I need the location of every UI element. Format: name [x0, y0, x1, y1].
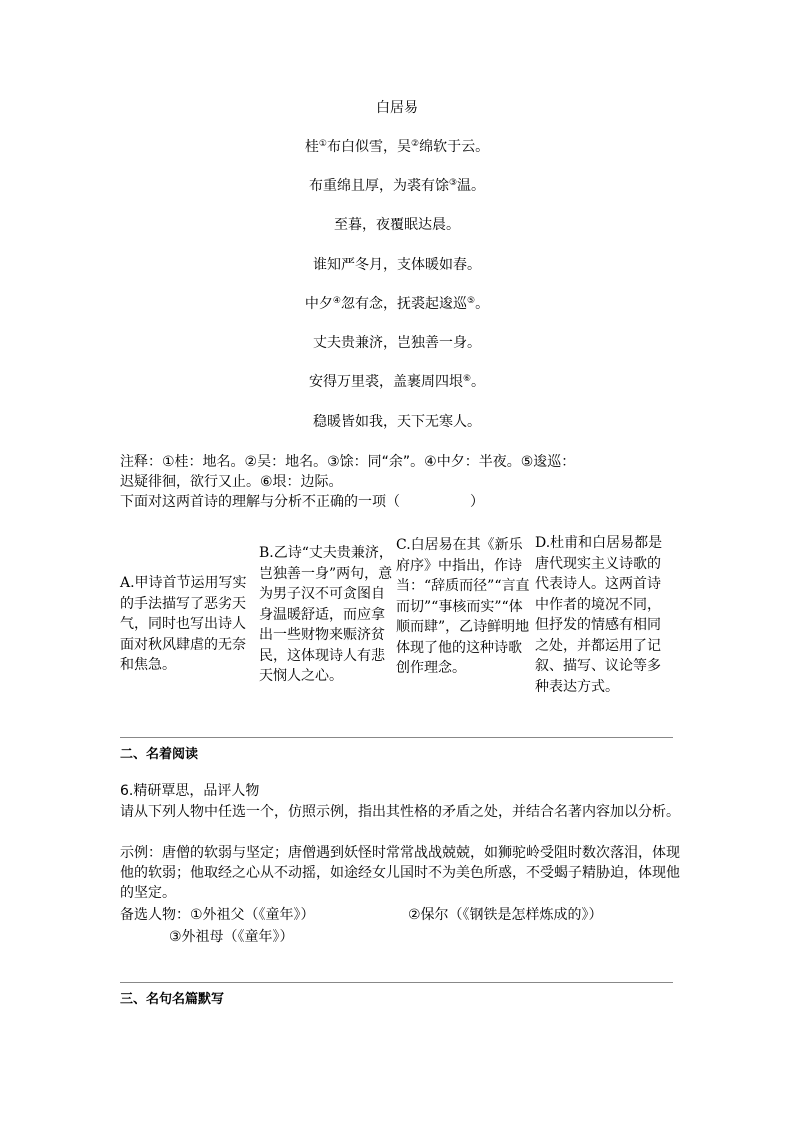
poem-line-7: 安得万里裘，盖裹周四垠⑥。 — [308, 374, 486, 390]
option-a: A.甲诗首节运用写实的手法描写了恶劣天气，同时也写出诗人面对秋风肆虐的无奈和焦急。 — [120, 575, 247, 673]
poem-line-3: 至暮，夜覆眠达晨。 — [334, 217, 460, 233]
section-heading-3: 三、名句名篇默写 — [120, 992, 225, 1007]
candidate-1: 备选人物：①外祖父（《童年》） — [120, 907, 315, 923]
option-d: D.杜甫和白居易都是唐代现实主义诗歌的代表诗人。这两首诗中作者的境况不同，但抒发的情感有相同之处，并都运用了记叙、描写、议论等多种表达方式。 — [535, 535, 663, 695]
poem-line-2: 布重绵且厚，为裘有馀③温。 — [308, 178, 486, 194]
section-heading-2: 二、名着阅读 — [120, 747, 199, 762]
q6-title: 6.精研覃思，品评人物 — [120, 783, 260, 799]
option-b: B.乙诗“丈夫贵兼济，岂独善一身”两句，意为男子汉不可贪图自身温暖舒适，而应拿出一些财物来赈济贫民，这体现诗人有悲天悯人之心。 — [259, 545, 393, 684]
poem-line-8: 稳暖皆如我，天下无寒人。 — [313, 414, 481, 430]
notes-line-1: 注释：①桂：地名。②吴：地名。③馀：同“余”。④中夕：半夜。⑤逡巡： — [120, 454, 576, 470]
q6-instruction: 请从下列人物中任选一个，仿照示例，指出其性格的矛盾之处，并结合名著内容加以分析。 — [120, 804, 680, 820]
q6-example: 示例：唐僧的软弱与坚定；唐僧遇到妖怪时常常战战兢兢，如狮驼岭受阻时数次落泪，体现他的软弱；他取经之心从不动摇，如途经女儿国时不为美色所惑，不受蝎子精胁迫，体现他的坚定。 — [120, 845, 680, 901]
candidate-2: ②保尔（《钢铁是怎样炼成的》） — [408, 907, 603, 923]
option-c: C.白居易在其《新乐府序》中指出，作诗当：“辞质而径”“言直而切”“事核而实”“体顺而肆”，乙诗鲜明地体现了他的这种诗歌创作理念。 — [396, 537, 530, 676]
section-divider-1 — [120, 737, 673, 738]
poem-author: 白居易 — [376, 100, 418, 116]
candidate-3: ③外祖母（《童年》） — [169, 929, 294, 945]
poem-line-4: 谁知严冬月，支体暖如春。 — [313, 257, 481, 273]
poem-line-6: 丈夫贵兼济，岂独善一身。 — [313, 335, 481, 351]
poem-line-5: 中夕④忽有念，抚裘起逡巡⑤。 — [304, 296, 490, 312]
poem-line-1: 桂①布白似雪，吴②绵软于云。 — [304, 139, 490, 155]
section-divider-2 — [120, 982, 673, 983]
question-stem: 下面对这两首诗的理解与分析不正确的一项（ ） — [120, 494, 484, 510]
notes-line-2: 迟疑徘徊，欲行又止。⑥垠：边际。 — [120, 474, 343, 490]
